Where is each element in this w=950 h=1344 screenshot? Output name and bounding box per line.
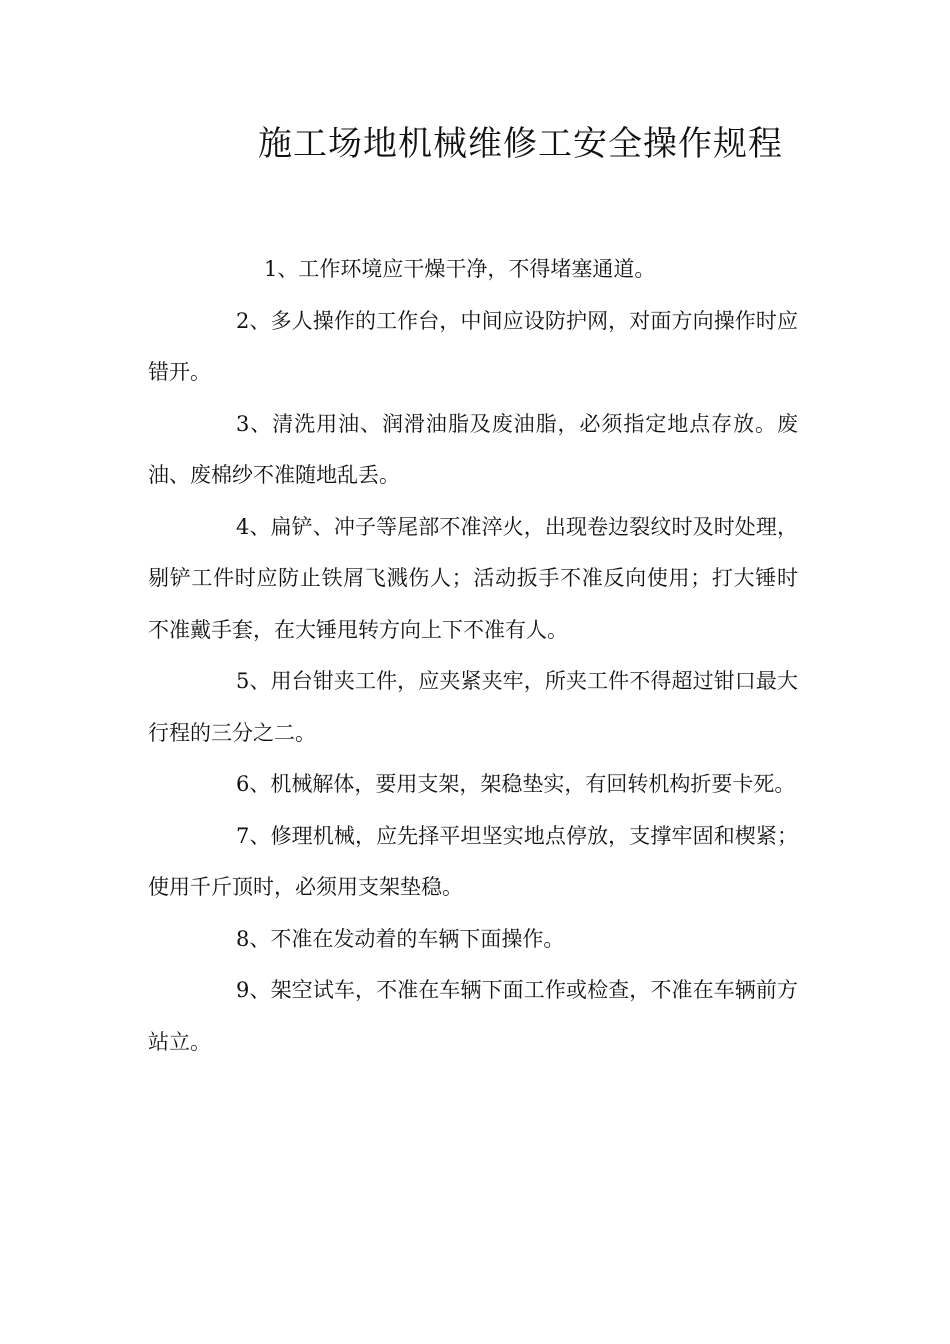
paragraph-1: 1、工作环境应干燥干净，不得堵塞通道。 [264, 257, 656, 281]
paragraph-9: 9、架空试车，不准在车辆下面工作或检查，不准在车辆前方站立。 [148, 978, 798, 1054]
paragraph-3: 3、清洗用油、润滑油脂及废油脂，必须指定地点存放。废油、废棉纱不准随地乱丢。 [148, 411, 798, 487]
paragraph-5: 5、用台钳夹工件，应夹紧夹牢，所夹工件不得超过钳口最大行程的三分之二。 [148, 669, 798, 745]
paragraph-7: 7、修理机械，应先择平坦坚实地点停放，支撑牢固和楔紧；使用千斤顶时，必须用支架垫稳。 [148, 823, 798, 899]
document-body [148, 244, 798, 1068]
paragraph-2: 2、多人操作的工作台，中间应设防护网，对面方向操作时应错开。 [148, 308, 798, 384]
paragraph-4: 4、扁铲、冲子等尾部不准淬火，出现卷边裂纹时及时处理，剔铲工件时应防止铁屑飞溅伤人；活动扳手不准反向使用；打大锤时不准戴手套，在大锤甩转方向上下不准有人。 [148, 514, 798, 642]
document-title: 施工场地机械维修工安全操作规程 [258, 124, 783, 164]
paragraph-6: 6、机械解体，要用支架，架稳垫实，有回转机构折要卡死。 [236, 772, 796, 796]
paragraph-8: 8、不准在发动着的车辆下面操作。 [236, 926, 565, 951]
